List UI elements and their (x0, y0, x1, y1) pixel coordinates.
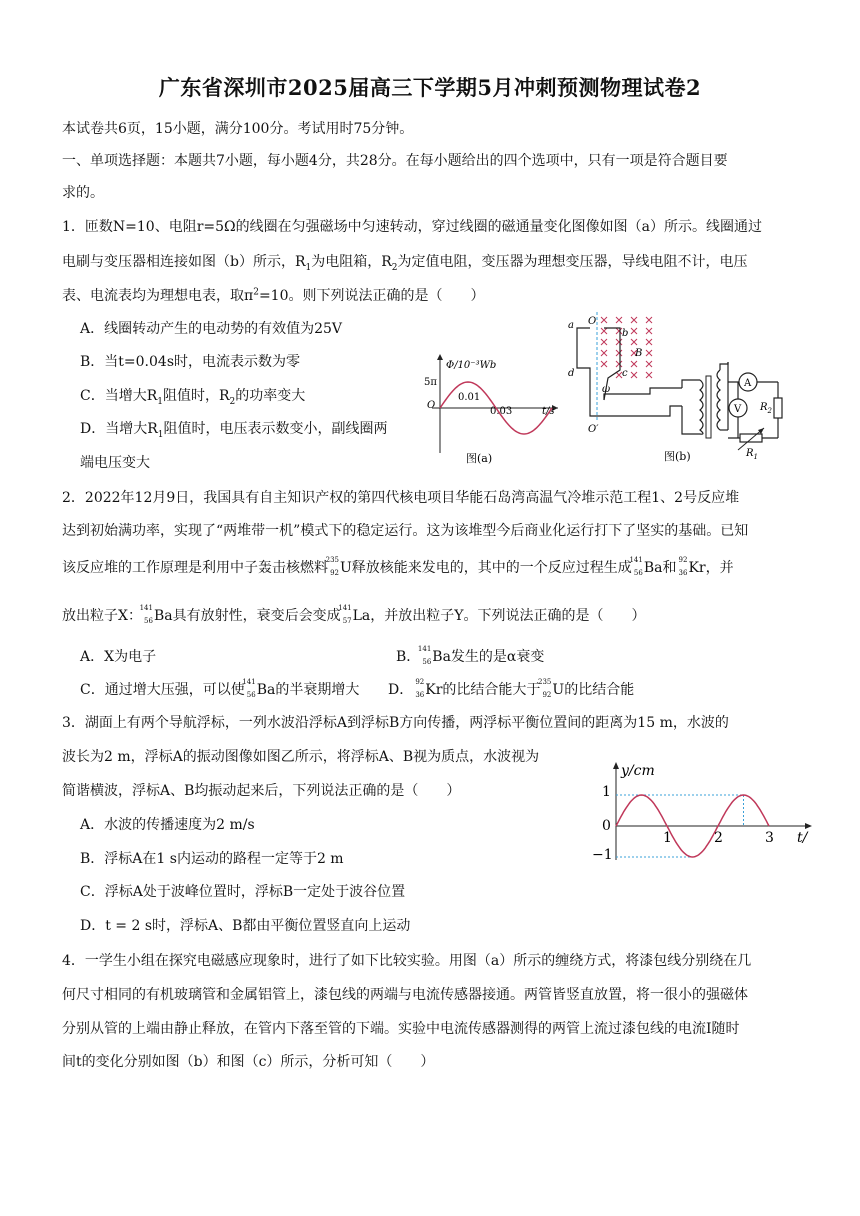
q3-stem-line2: 波长为2 m，浮标A的振动图像如图乙所示，将浮标A、B视为质点，水波视为 (62, 749, 540, 765)
field-cross-icon (616, 317, 622, 323)
rheostat-arrow-head (758, 428, 764, 434)
figure-a-flux-graph (418, 348, 568, 468)
field-cross-icon (646, 317, 652, 323)
field-cross-icon (631, 317, 637, 323)
q3-option-c: C．浮标A处于波峰位置时，浮标B一定处于波谷位置 (80, 884, 406, 900)
nuclide-u235: 235 92 (538, 678, 552, 699)
label-b: b (622, 328, 629, 339)
graph-t-arrow (805, 823, 812, 829)
graph-y-arrow (613, 762, 619, 769)
label-r1: $R_1$ (746, 448, 758, 461)
field-cross-icon (601, 339, 607, 345)
label-a: a (568, 320, 574, 331)
q1-option-b: B．当t=0.04s时，电流表示数为零 (80, 354, 301, 370)
graph-x1-label: 1 (663, 830, 672, 846)
label-b-field: B (635, 348, 643, 359)
q3-stem-line1: 3．湖面上有两个导航浮标，一列水波沿浮标A到浮标B方向传播，两浮标平衡位置间的距离为15 m，水波的 (62, 715, 729, 731)
coil-left-side (577, 328, 590, 400)
q3-option-b: B．浮标A在1 s内运动的路程一定等于2 m (80, 851, 344, 867)
fig-a-origin: O (427, 400, 436, 411)
transformer-core (706, 376, 711, 438)
field-cross-icon (631, 372, 637, 378)
q4-stem-line3: 分别从管的上端由静止释放，在管内下落至管的下端。实验中电流传感器测得的两管上流过漆包线的电流I随时 (62, 1021, 740, 1037)
graph-tlabel: t/ (797, 830, 808, 846)
nuclide-ba141: 141 56 (242, 678, 256, 699)
nuclide-kr92: 92 36 (678, 556, 688, 577)
q4-stem-line4: 间t的变化分别如图（b）和图（c）所示，分析可知（ ） (62, 1054, 435, 1070)
label-d: d (568, 368, 575, 379)
q1-option-c: C．当增大$R_1$阻值时，$R_2$的功率变大 (80, 388, 306, 407)
primary-coil (700, 380, 703, 434)
field-cross-icon (616, 350, 622, 356)
q1-option-d-cont: 端电压变大 (80, 455, 150, 471)
lead-wire-upper (604, 388, 682, 400)
fig-a-tick-001: 0.01 (458, 392, 481, 403)
section-heading-cont: 求的。 (62, 185, 104, 201)
field-cross-icon (646, 328, 652, 334)
q1-stem-line2: 电刷与变压器相连接如图（b）所示，$R_1$为电阻箱，$R_2$为定值电阻，变压器为理想变压器，导线电阻不计，电压 (62, 254, 748, 273)
q2-option-b: B． 141 56 Ba发生的是α衰变 (396, 645, 545, 666)
lead-wire-lower (590, 400, 682, 416)
field-cross-icon (631, 361, 637, 367)
secondary-coil (717, 370, 720, 430)
field-cross-icon (646, 361, 652, 367)
primary-top-wire (682, 380, 700, 388)
graph-x3-label: 3 (765, 830, 774, 846)
field-cross-icon (646, 372, 652, 378)
page-title: 广东省深圳市2025届高三下学期5月冲刺预测物理试卷2 (158, 75, 702, 100)
field-cross-icon (646, 339, 652, 345)
label-r2: $R_2$ (760, 402, 772, 415)
q2-stem-line3: 该反应堆的工作原理是利用中子轰击核燃料 235 92 U释放核能来发电的，其中的一个反应过程生成 141 56 Ba和 92 36 Kr，并 (62, 556, 734, 577)
nuclide-ba141: 141 56 (417, 645, 432, 666)
fig-a-phi-arrow (437, 354, 443, 360)
q2-option-d: D． 92 36 Kr的比结合能大于 235 92 U的比结合能 (388, 678, 635, 699)
field-cross-icon (646, 350, 652, 356)
q1-stem-line1: 1．匝数N=10、电阻r=5Ω的线圈在匀强磁场中匀速转动，穿过线圈的磁通量变化图像如图（a）所示。线圈通过 (62, 219, 762, 235)
nuclide-ba141: 141 56 (139, 604, 153, 625)
label-c: c (622, 368, 628, 379)
q4-stem-line1: 4．一学生小组在探究电磁感应现象时，进行了如下比较实验。用图（a）所示的缠绕方式，将漆包线分别绕在几 (62, 953, 752, 969)
q1-option-d: D．当增大$R_1$阻值时，电压表示数变小，副线圈两 (80, 421, 388, 440)
fig-a-ylabel: Φ/10⁻³Wb (446, 360, 497, 371)
resistor-box-r1 (740, 434, 762, 442)
q1-option-a: A．线圈转动产生的电动势的有效值为25V (80, 321, 343, 337)
graph-x2-label: 2 (714, 830, 723, 846)
resistor-r2 (774, 398, 782, 418)
primary-bottom-wire (682, 406, 700, 434)
fig-a-tick-003: 0.03 (490, 406, 513, 417)
label-o-prime: O′ (588, 424, 599, 435)
q2-stem-line4: 放出粒子X： 141 56 Ba具有放射性，衰变后会变成 141 57 La，并放出粒子Y。下列说法正确的是（ ） (62, 604, 646, 625)
fig-a-tlabel: t/s (542, 406, 555, 417)
q3-option-a: A．水波的传播速度为2 m/s (80, 817, 255, 833)
field-cross-icon (601, 350, 607, 356)
field-cross-icon (601, 328, 607, 334)
q2-stem-line1: 2．2022年12月9日，我国具有自主知识产权的第四代核电项目华能石岛湾高温气冷堆示范工程1、2号反应堆 (62, 490, 740, 506)
q3-stem-line3: 简谐横波，浮标A、B均振动起来后，下列说法正确的是（ ） (62, 783, 461, 799)
field-cross-icon (616, 361, 622, 367)
section-heading: 一、单项选择题：本题共7小题，每小题4分，共28分。在每小题给出的四个选项中，只有一项是符合题目要 (62, 153, 728, 169)
label-omega: ω (602, 384, 611, 395)
fig-a-ymax: 5π (424, 377, 437, 388)
q4-stem-line2: 何尺寸相同的有机玻璃管和金属铝管上，漆包线的两端与电流传感器接通。两管皆竖直放置，将一很小的强磁体 (62, 987, 748, 1003)
nuclide-u235: 235 92 (325, 556, 339, 577)
nuclide-ba141: 141 56 (629, 556, 643, 577)
q2-option-c: C．通过增大压强，可以使 141 56 Ba的半衰期增大 (80, 678, 360, 699)
secondary-top-wire (720, 362, 728, 370)
figure-b-circuit (560, 310, 800, 470)
voltmeter-label: V (734, 404, 742, 415)
label-o: O (588, 316, 597, 327)
figure-vibration-graph (592, 760, 822, 865)
graph-ylabel: y/cm (621, 763, 655, 779)
field-cross-icon (631, 339, 637, 345)
q2-stem-line2: 达到初始满功率，实现了“两堆带一机”模式下的稳定运行。这为该堆型今后商业化运行打下了坚实的基础。已知 (62, 523, 749, 539)
nuclide-la141: 141 57 (338, 604, 352, 625)
intro: 本试卷共6页，15小题，满分100分。考试用时75分钟。 (62, 121, 414, 137)
q1-stem-line3: 表、电流表均为理想电表，取$\pi^2=10$。则下列说法正确的是（ ） (62, 287, 485, 304)
field-cross-icon (601, 361, 607, 367)
q2-option-a: A．X为电子 (80, 649, 157, 665)
graph-y0-label: 0 (602, 818, 611, 834)
ammeter-label: A (744, 378, 752, 389)
nuclide-kr92: 92 36 (415, 678, 425, 699)
field-cross-icon (631, 328, 637, 334)
graph-y1-label: 1 (602, 784, 611, 800)
q3-option-d: D．t = 2 s时，浮标A、B都由平衡位置竖直向上运动 (80, 918, 411, 934)
fig-b-caption: 图(b) (664, 450, 691, 463)
fig-a-caption: 图(a) (466, 452, 493, 465)
field-cross-icon (601, 317, 607, 323)
graph-yneg-label: −1 (592, 847, 613, 863)
field-cross-icon (616, 339, 622, 345)
